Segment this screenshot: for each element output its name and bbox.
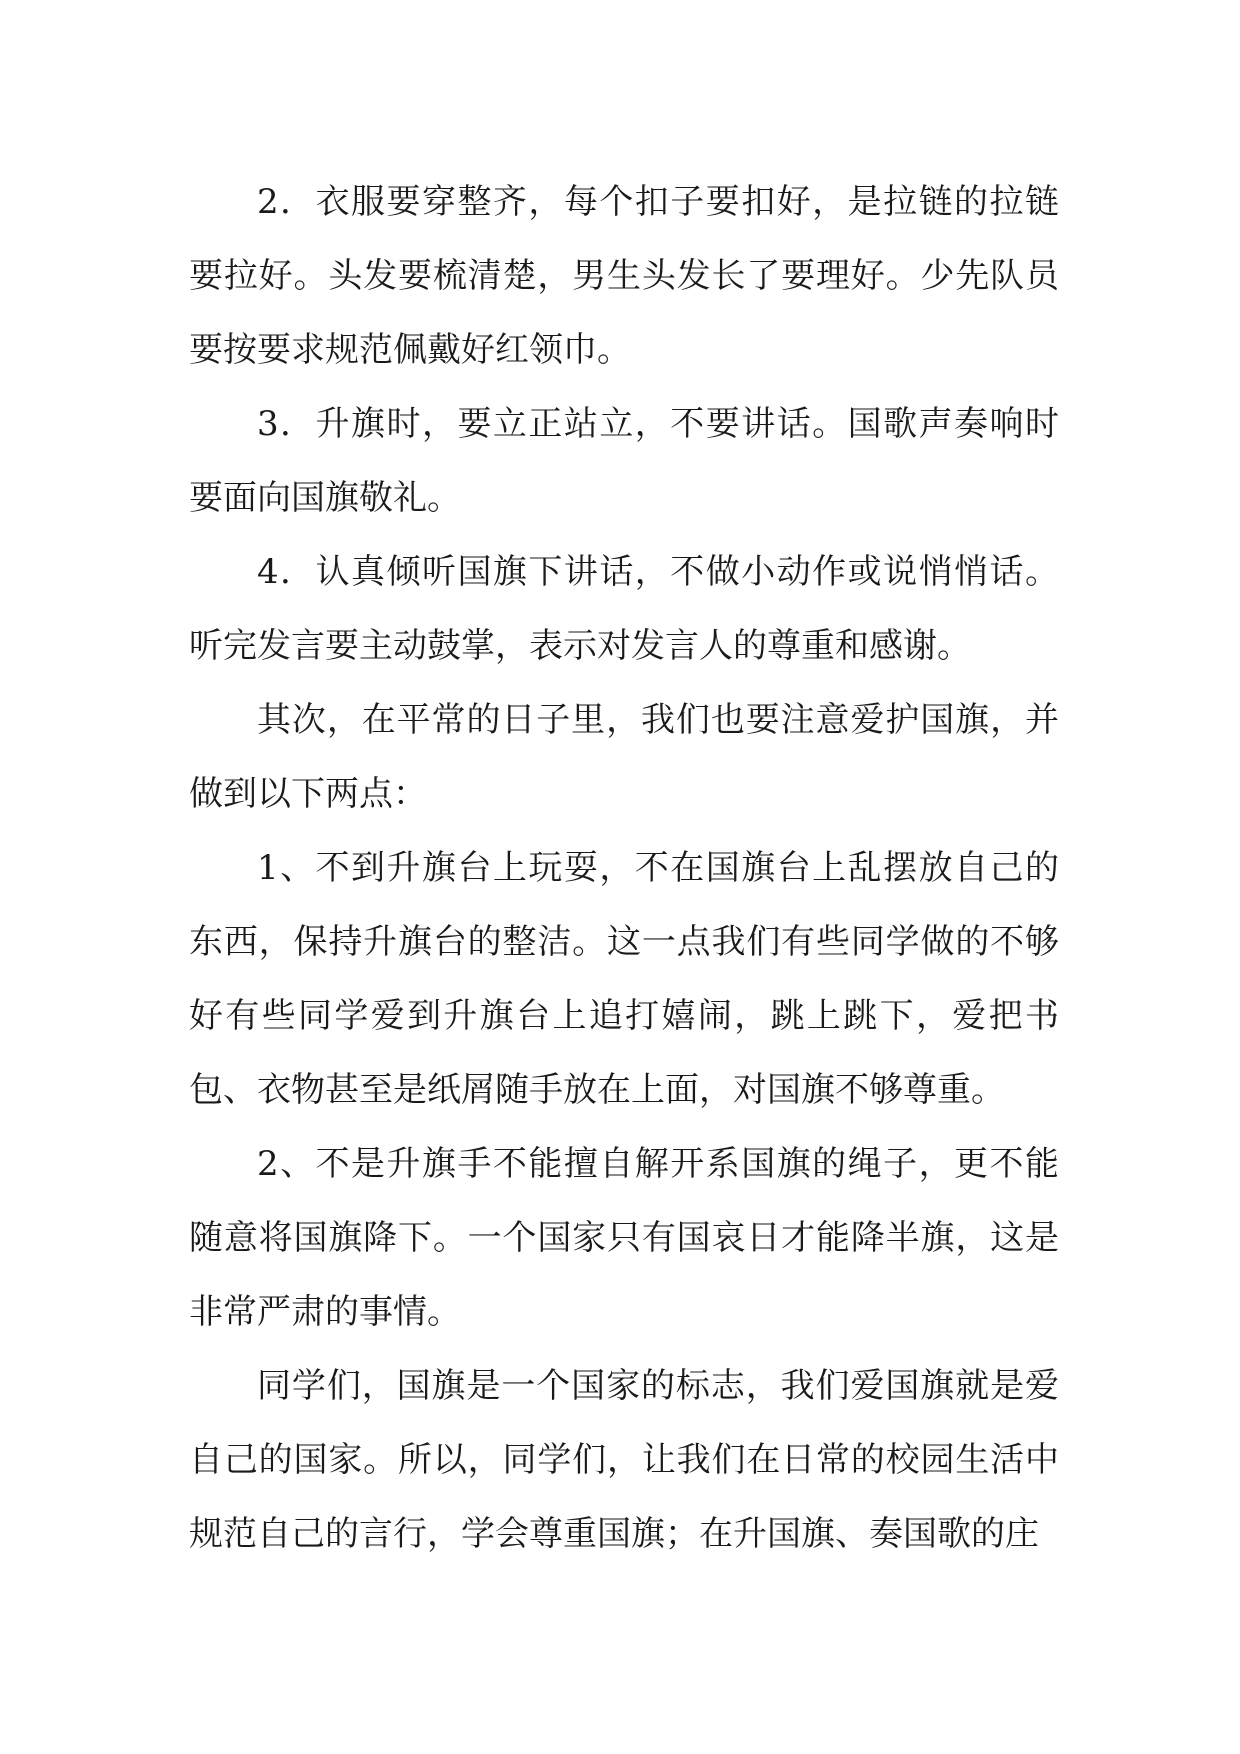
paragraph-daily-care-intro: 其次，在平常的日子里，我们也要注意爱护国旗，并做到以下两点： (189, 700, 1059, 814)
paragraph-conclusion: 同学们，国旗是一个国家的标志，我们爱国旗就是爱自己的国家。所以，同学们，让我们在日常的校园生活中规范自己的言行，学会尊重国旗；在升国旗、奏国歌的庄 (189, 1366, 1059, 1554)
paragraph-clothing-rule: 2．衣服要穿整齐，每个扣子要扣好，是拉链的拉链要拉好。头发要梳清楚，男生头发长了要理好。少先队员要按要求规范佩戴好红领巾。 (189, 182, 1059, 370)
paragraph-rope-rule: 2、不是升旗手不能擅自解开系国旗的绳子，更不能随意将国旗降下。一个国家只有国哀日才能降半旗，这是非常严肃的事情。 (189, 1144, 1059, 1332)
paragraph-flag-raising-rule: 3．升旗时，要立正站立，不要讲话。国歌声奏响时要面向国旗敬礼。 (189, 404, 1059, 518)
paragraph-listening-rule: 4．认真倾听国旗下讲话，不做小动作或说悄悄话。听完发言要主动鼓掌，表示对发言人的尊重和感谢。 (189, 552, 1059, 666)
paragraph-platform-rule: 1、不到升旗台上玩耍，不在国旗台上乱摆放自己的东西，保持升旗台的整洁。这一点我们有些同学做的不够好有些同学爱到升旗台上追打嬉闹，跳上跳下，爱把书包、衣物甚至是纸屑随手放在上面，对国旗不够尊重。 (189, 848, 1059, 1110)
document-body (189, 165, 1059, 1571)
